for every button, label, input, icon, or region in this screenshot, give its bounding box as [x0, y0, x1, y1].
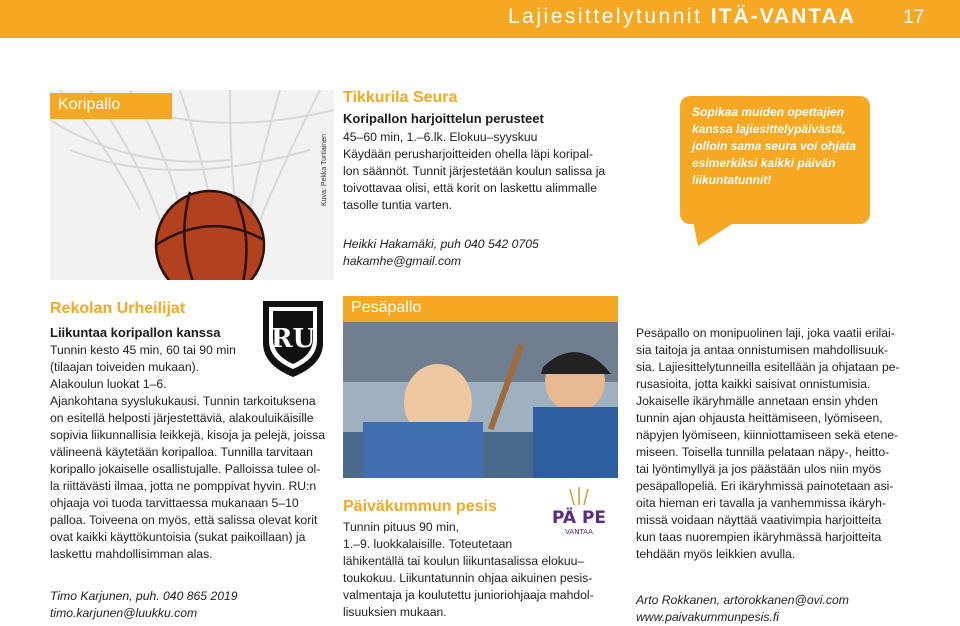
club-heading-tikkurila: Tikkurila Seura — [343, 89, 458, 106]
svg-text:RU: RU — [270, 324, 316, 354]
speech-bubble-text: Sopikaa muiden opettajien kanssa lajiesittelypäivästä, jolloin sama seura voi ohjata esimerkiksi kaikki päivän liikuntatunnit! — [692, 105, 857, 187]
pesapallo-photo — [343, 322, 618, 478]
photo-credit: Kuva: Pekka Turtiainen — [321, 134, 328, 206]
club-heading-rekola: Rekolan Urheilijat — [50, 300, 186, 317]
pesapallo-right-description: Pesäpallo on monipuolinen laji, joka vaatii erilai- sia taitoja ja antaa onnistumisen mahdollisuuk- sia. Lajiesittelytunneilla esitellään ja ohjataan pe- rusasioita, jotta kaikki saisivat onnistumisia. Jokaiselle ikäryhmälle annetaan ensin yhden tunnin ajan ohjausta heittämiseen, lyömiseen, näpyjen lyömiseen, kiinniottamiseen sekä etene- miseen. Toisella tunnilla pelataan näpy-, heitto- tai lyöntimyllyä ja jos päästään ulos niin myös pesäpallopeliä. Eri ikäryhmissä painotetaan asi- oita hieman eri tavalla ja vanhemmissa ikäryh- missä voidaan näyttää vaativimpia harjoitteita kun taas nuorempien ikäryhmässä harjoitteita tehdään myös leikkien avulla. — [636, 326, 900, 561]
page-title: Lajiesittelytunnit ITÄ-VANTAA — [508, 5, 856, 28]
pesapallo-illustration — [343, 322, 618, 478]
pesapallo-description: Tunnin pituus 90 min, 1.–9. luokkalaisille. Toteutetaan lähikentällä tai koulun liikuntasalissa elokuu– toukokuu. Liikuntatunnin ohjaa aikuinen pesis- valmentaja ja koulutettu junioriohjaaja mahdol- lisuuksien mukaan. — [343, 520, 594, 619]
rekola-description: Tunnin kesto 45 min, 60 tai 90 min (tilaajan toiveiden mukaan). Alakoulun luokat 1–6. Ajankohtana syyslukukausi. Tunnin tarkoituksena on esitellä helposti järjestettäviä, alakouluikäisille sopivia liikunnallisia leikkejä, kisoja ja pelejä, joissa välineenä käytetään koripalloa. Tunnilla tarvitaan koripallo jokaiselle osallistujalle. Palloissa tulee ol- la riittävästi ilmaa, jotta ne pomppivat hyvin. RU:n ohjaaja voi tuoda tarvittaessa mukanaan 5–10 palloa. Toiveena on myös, että salissa olevat korit ovat kaikki käyttökuntoisia (sukat paikoillaan) ja laskettu mahdollisimman alas. — [50, 343, 326, 561]
section-tab-pesapallo: Pesäpallo — [343, 296, 618, 322]
page-number: 17 — [903, 7, 925, 28]
svg-text:VANTAA: VANTAA — [565, 528, 593, 536]
tikkurila-subtitle: Koripallon harjoittelun perusteet — [343, 111, 544, 126]
tikkurila-description: 45–60 min, 1.–6.lk. Elokuu–syyskuu Käydään perusharjoitteiden ohella läpi koripal- lon säännöt. Tunnit järjestetään koulun salissa ja toivottavaa olisi, että korit on laskettu alimmalle tasolle tuntia varten. — [343, 130, 606, 212]
rekola-contact: Timo Karjunen, puh. 040 865 2019 timo.karjunen@luukku.com — [50, 589, 238, 620]
speech-bubble-tail — [692, 216, 744, 246]
club-heading-paivakumpu: Päiväkummun pesis — [343, 498, 497, 515]
rekola-subtitle: Liikuntaa koripallon kanssa — [50, 325, 221, 340]
svg-text:PÄ PE: PÄ PE — [551, 508, 607, 528]
tikkurila-contact: Heikki Hakamäki, puh 040 542 0705 hakamhe@gmail.com — [343, 237, 539, 268]
pesapallo-contact: Arto Rokkanen, artorokkanen@ovi.com www.paivakummunpesis.fi — [636, 593, 849, 624]
section-tab-koripallo: Koripallo — [50, 93, 172, 119]
